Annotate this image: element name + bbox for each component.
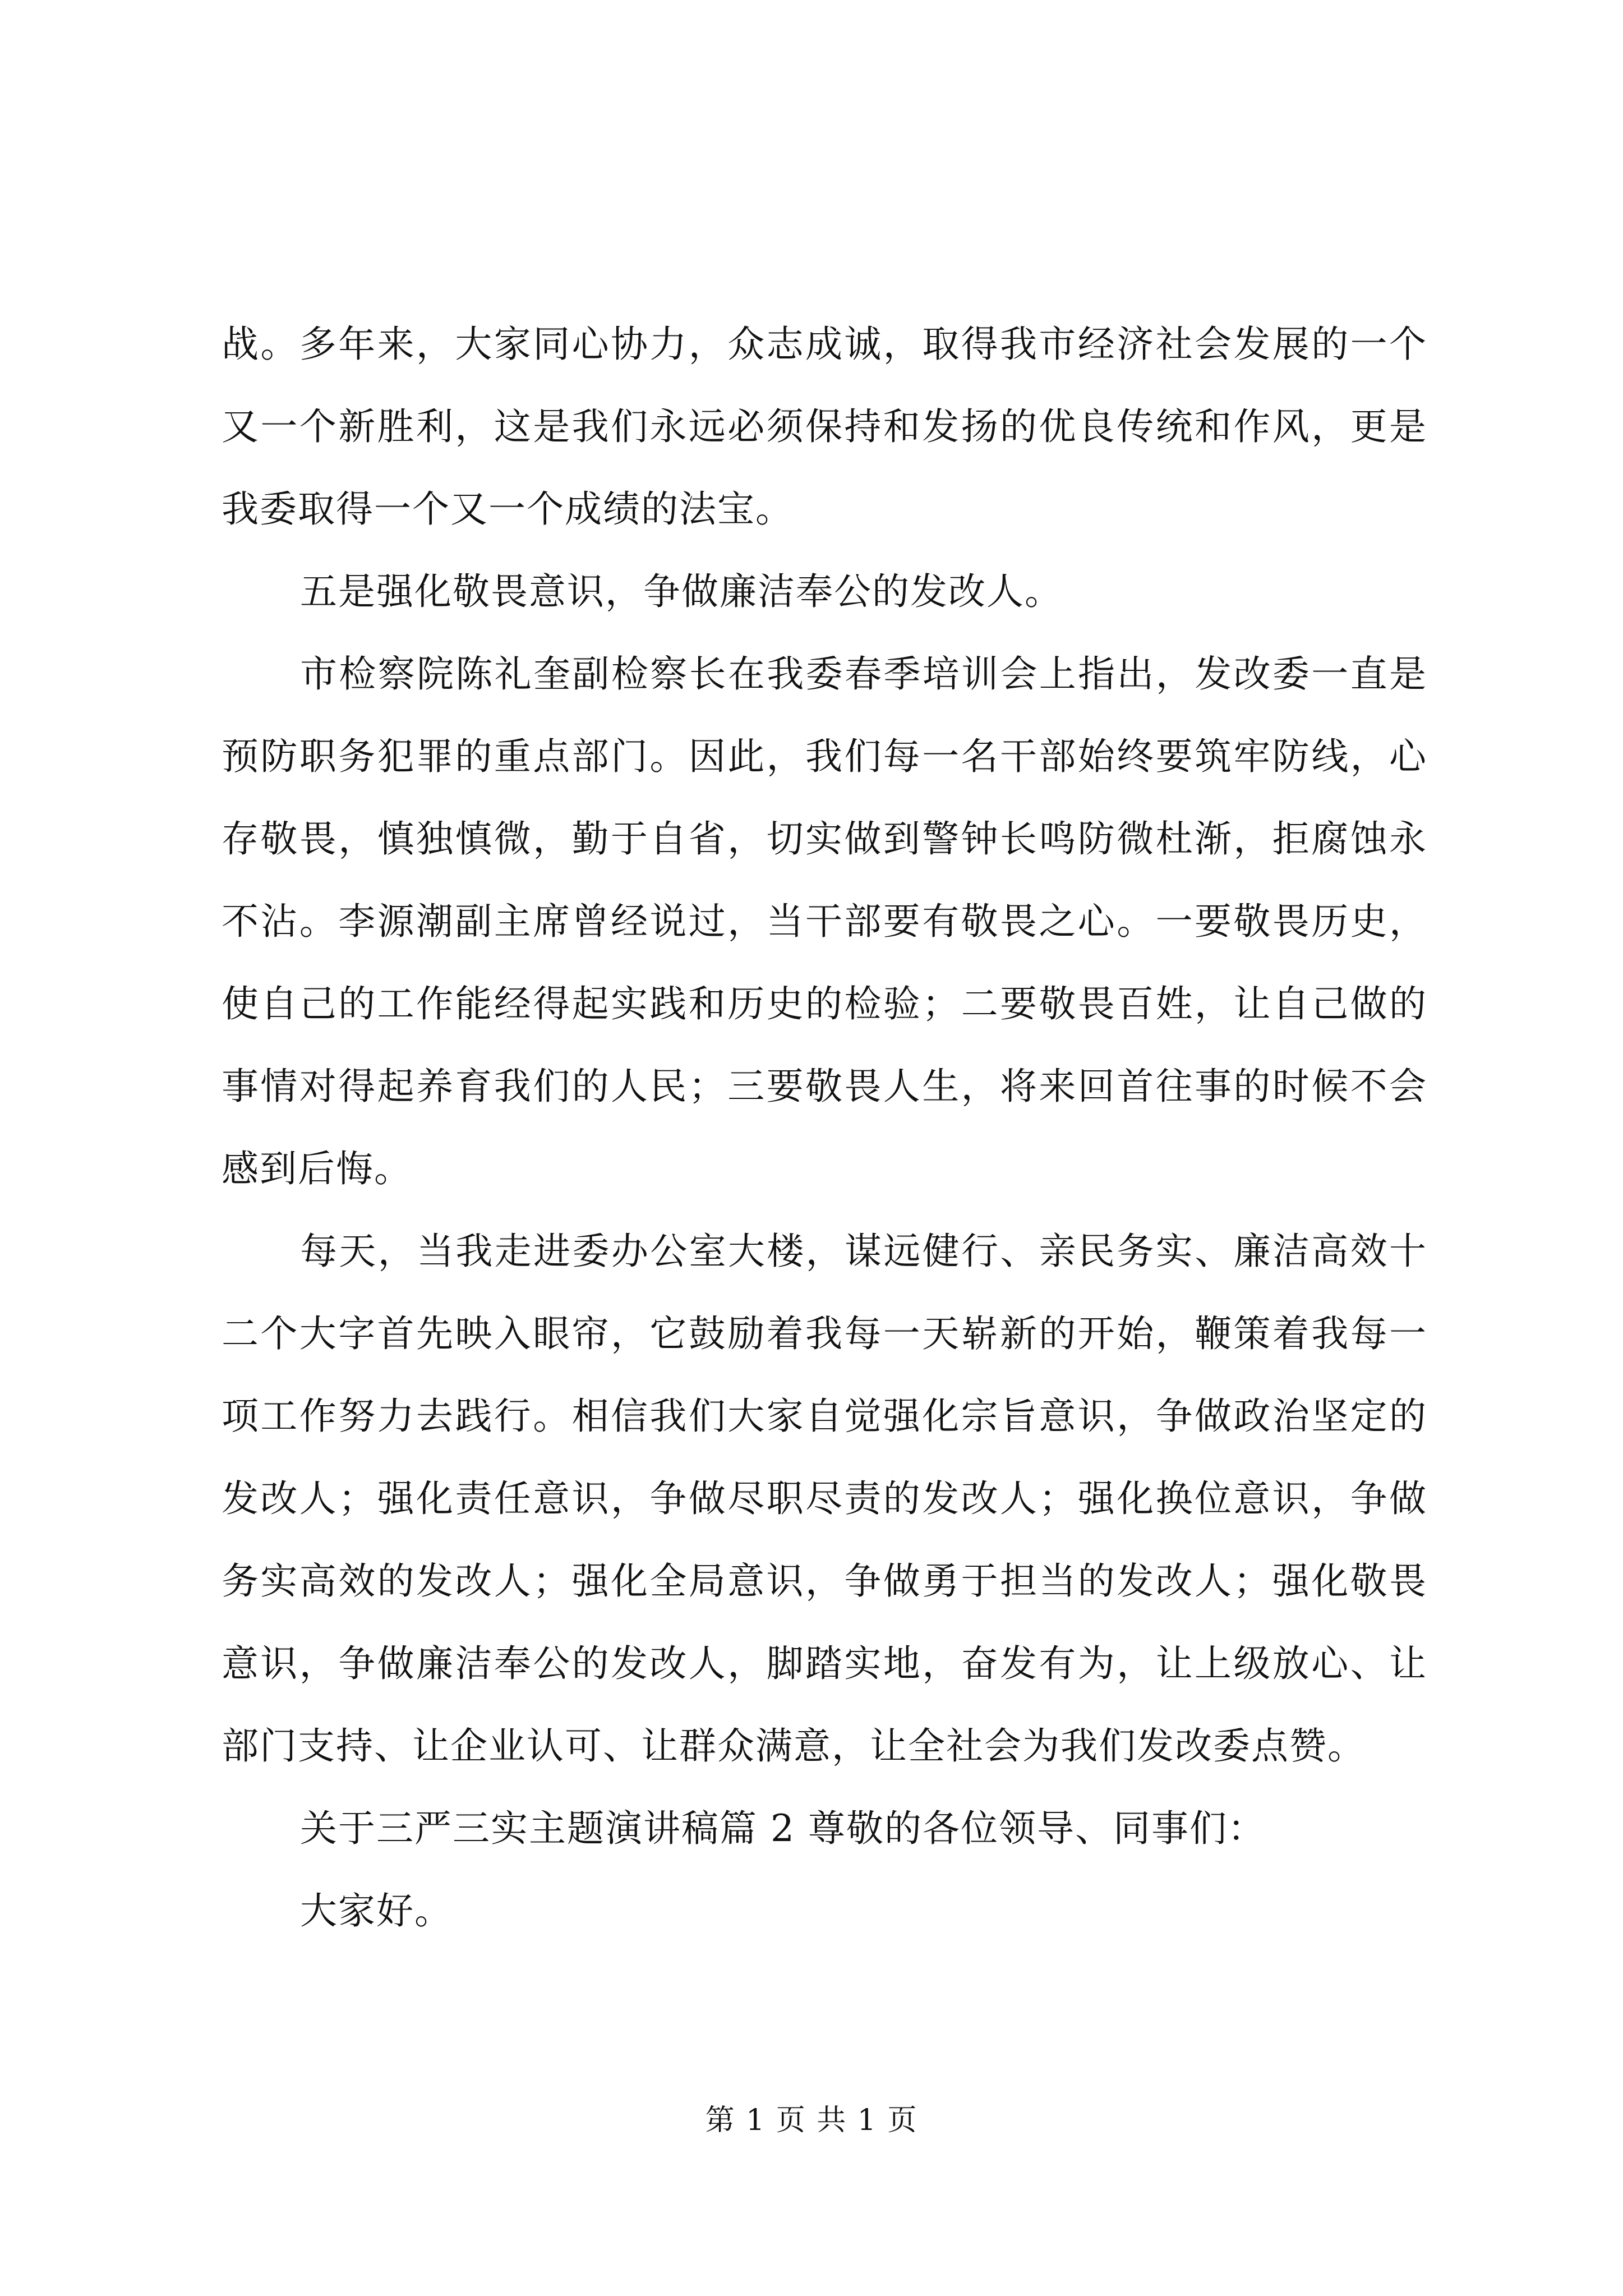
paragraph-4: 每天，当我走进委办公室大楼，谋远健行、亲民务实、廉洁高效十二个大字首先映入眼帘，它鼓励着我每一天崭新的开始，鞭策着我每一项工作努力去践行。相信我们大家自觉强化宗旨意识，争做政治坚定的发改人；强化责任意识，争做尽职尽责的发改人；强化换位意识，争做务实高效的发改人；强化全局意识，争做勇于担当的发改人；强化敬畏意识，争做廉洁奉公的发改人，脚踏实地，奋发有为，让上级放心、让部门支持、让企业认可、让群众满意，让全社会为我们发改委点赞。 <box>222 1230 1427 1768</box>
paragraph-1: 战。多年来，大家同心协力，众志成诚，取得我市经济社会发展的一个又一个新胜利，这是我们永远必须保持和发扬的优良传统和作风，更是我委取得一个又一个成绩的法宝。 <box>222 323 1427 531</box>
document-body <box>222 303 1427 1952</box>
paragraph-6: 大家好。 <box>300 1889 453 1932</box>
page-number-footer: 第 1 页 共 1 页 <box>705 2104 918 2137</box>
paragraph-2: 五是强化敬畏意识，争做廉洁奉公的发改人。 <box>300 570 1063 613</box>
paragraph-3: 市检察院陈礼奎副检察长在我委春季培训会上指出，发改委一直是预防职务犯罪的重点部门。因此，我们每一名干部始终要筑牢防线，心存敬畏，慎独慎微，勤于自省，切实做到警钟长鸣防微杜渐，拒腐蚀永不沾。李源潮副主席曾经说过，当干部要有敬畏之心。一要敬畏历史，使自己的工作能经得起实践和历史的检验；二要敬畏百姓，让自己做的事情对得起养育我们的人民；三要敬畏人生，将来回首往事的时候不会感到后悔。 <box>222 652 1427 1190</box>
paragraph-5: 关于三严三实主题演讲稿篇 2 尊敬的各位领导、同事们： <box>300 1807 1266 1850</box>
